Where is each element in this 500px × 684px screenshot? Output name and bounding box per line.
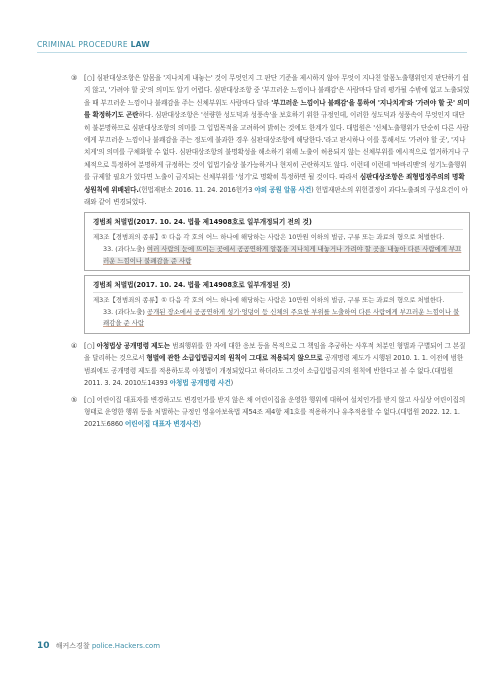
law-box-after-amendment — [84, 275, 470, 334]
header-section: CRIMINAL PROCEDURE — [37, 40, 128, 49]
item-text: [○] 아청법상 공개명령 제도는 범죄행위를 한 자에 대한 응보 등을 목적으로 그 책임을 추궁하는 사후적 처분인 형벌과 구별되어 그 본질을 달리하는 것으로서 형벌에 관한 소급입법금지의 원칙이 그대로 적용되지 않으므로 공개명령 제도가 시행된 2010. 1. 1. 이전에 범한 범죄에도 공개명령 제도를 적용하도록 아청법이 개정되었다고 하더라도 그것이 소급입법금지의 원칙에 반한다고 볼 수 없다.(대법원 2011. 3. 24. 2010도14393 아청법 공개명령 사건) — [84, 342, 466, 388]
law-article: 제3조【경범죄의 종류】① 다음 각 호의 어느 하나에 해당하는 사람은 10만원 이하의 벌금, 구류 또는 과료의 형으로 처벌한다. — [93, 233, 445, 242]
law-comparison-boxes — [84, 212, 470, 334]
footer-publisher: 해커스경찰 — [55, 642, 92, 650]
explanation-item-5 — [71, 394, 470, 431]
law-clause: 33. (과다노출) 공개된 장소에서 공공연하게 성기·엉덩이 등 신체의 주요한 부위를 노출하여 다른 사람에게 부끄러운 느낌이나 불쾌감을 준 사람 — [103, 307, 460, 328]
running-header — [37, 40, 150, 49]
header-law: LAW — [130, 40, 150, 49]
law-box-title: 경범죄 처벌법(2017. 10. 24. 법률 제14908호로 일부개정된 것) — [93, 279, 463, 293]
page-number: 10 — [37, 641, 50, 651]
law-box-title: 경범죄 처벌법(2017. 10. 24. 법률 제14908호로 일부개정되기 전의 것) — [93, 216, 463, 230]
law-article: 제3조【경범죄의 종류】① 다음 각 호의 어느 하나에 해당하는 사람은 10만원 이하의 벌금, 구류 또는 과료의 형으로 처벌한다. — [93, 296, 445, 305]
item-text: [○] 어린이집 대표자를 변경하고도 변경인가를 받지 않은 채 어린이집을 운영한 행위에 대하여 설치인가를 받지 않고 사실상 어린이집의 형태로 운영한 행위 등을 처벌하는 규정인 영유아보육법 제54조 제4항 제1호를 적용하거나 유추적용할 수 없다.(대법원 2022. 12. 1. 2021도6860 어린이집 대표자 변경사건) — [84, 395, 466, 429]
law-clause: 33. (과다노출) 여러 사람의 눈에 뜨이는 곳에서 공공연하게 알몸을 지나치게 내놓거나 가려야 할 곳을 내놓아 다른 사람에게 부끄러운 느낌이나 불쾌감을 준 사람 — [103, 245, 462, 265]
page-footer — [37, 641, 160, 651]
explanation-item-3 — [71, 72, 470, 208]
footer-site-link[interactable]: police.Hackers.com — [91, 642, 161, 650]
item-number: ④ — [71, 342, 78, 351]
item-number: ③ — [71, 74, 78, 82]
explanation-item-4 — [71, 340, 470, 390]
item-text: [○] 심판대상조항은 알몸을 '지나치게 내놓는' 것이 무엇인지 그 판단 기준을 제시하지 않아 무엇이 지나친 알몸노출행위인지 판단하기 쉽지 않고, '가려야 할 곳'의 의미도 알기 어렵다. 심판대상조항 중 '부끄러운 느낌이나 불쾌감'은 사람마다 달리 평가될 수밖에 없고 노출되었을 때 부끄러운 느낌이나 불쾌감을 주는 신체부위도 사람마다 달라 '부끄러운 느낌이나 불쾌감'을 통하여 '지나치게'와 '가려야 할 곳' 의미를 확정하기도 곤란하다. 심판대상조항은 '선량한 성도덕과 성풍속'을 보호하기 위한 규정인데, 이러한 성도덕과 성풍속이 무엇인지 대단히 불분명하므로 심판대상조항의 의미를 그 입법목적을 고려하여 밝히는 것에도 한계가 있다. 대법원은 '신체노출행위가 단순히 다른 사람에게 부끄러운 느낌이나 불쾌감을 주는 정도에 불과한 경우 심판대상조항에 해당한다.'라고 판시하나 이를 통해서도 '가려야 할 곳', '지나치게'의 의미를 구체화할 수 없다. 심판대상조항의 불명확성을 해소하기 위해 노출이 허용되지 않는 신체부위를 예시적으로 열거하거나 구체적으로 특정하여 분명하게 규정하는 것이 입법기술상 불가능하거나 현저히 곤란하지도 않다. 이런데 이런데 '바바리맨'의 성기노출행위를 규제할 필요가 있다면 노출이 금지되는 신체부위를 '성기'로 명확히 특정하면 될 것이다. 따라서 심판대상조항은 죄형법정주의의 명확성원칙에 위배된다.(헌법재판소 2016. 11. 24. 2016헌가3 야외 공원 알몸 사건) 헌법재판소의 위헌결정이 과다노출죄의 구성요건이 아래와 같이 변경되었다. — [84, 74, 470, 207]
item-number: ⑤ — [71, 395, 78, 404]
answer-explanations — [71, 72, 470, 435]
header-divider — [37, 52, 467, 53]
law-box-before-amendment — [84, 212, 470, 271]
